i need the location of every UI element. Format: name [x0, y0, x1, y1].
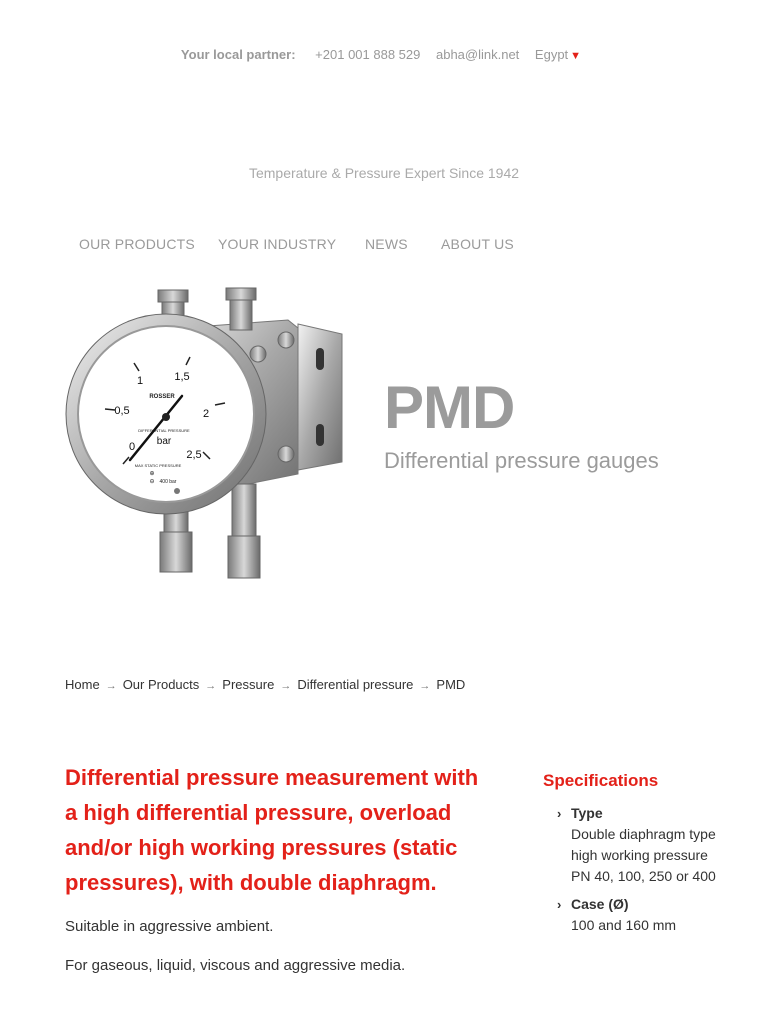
spec-name: Case (Ø) [571, 896, 629, 912]
local-partner-label: Your local partner: [180, 47, 296, 62]
headline-line: pressures), with double diaphragm. [65, 870, 437, 895]
partner-email-link[interactable]: abha@link.net [435, 47, 520, 62]
description-paragraph: For gaseous, liquid, viscous and aggressive media. [65, 957, 406, 974]
gauge-tick-label: 0 [128, 441, 136, 453]
headline-line: and/or high working pressures (static [65, 835, 458, 860]
product-title: PMD [384, 374, 515, 441]
gauge-static-value: 400 bar [159, 479, 177, 485]
local-partner-bar [0, 47, 768, 62]
product-headline [65, 760, 520, 900]
gauge-brand: ROSSER [149, 394, 175, 400]
spec-item-case [557, 894, 727, 936]
headline-line: a high differential pressure, overload [65, 800, 452, 825]
partner-phone-link[interactable]: +201 001 888 529 [315, 47, 421, 62]
gauge-tick-label: 1,5 [174, 371, 190, 383]
gauge-tick-label: 1 [136, 375, 144, 387]
spec-item-type [557, 803, 727, 887]
specifications-list [557, 803, 727, 943]
gauge-caption: DIFFERENTIAL PRESSURE [138, 428, 190, 433]
gauge-minus-sign: ⊖ [149, 479, 155, 485]
breadcrumb-home[interactable]: Home [65, 677, 100, 692]
main-nav [0, 236, 768, 256]
nav-your-industry[interactable]: YOUR INDUSTRY [218, 236, 337, 252]
spec-name: Type [571, 805, 603, 821]
gauge-tick-label: 2 [202, 408, 210, 420]
nav-about-us[interactable]: ABOUT US [441, 236, 514, 252]
gauge-tick-label: 2,5 [186, 449, 202, 461]
chevron-right-icon: › [557, 897, 562, 912]
site-tagline: Temperature & Pressure Expert Since 1942 [248, 165, 520, 181]
caret-down-icon: ▼ [570, 50, 582, 62]
specifications-title: Specifications [543, 771, 659, 790]
nav-news[interactable]: NEWS [365, 236, 408, 252]
breadcrumb-current: PMD [436, 677, 466, 692]
headline-line: Differential pressure measurement with [65, 765, 479, 790]
breadcrumb-separator: → [205, 680, 217, 692]
breadcrumb-separator: → [280, 680, 292, 692]
gauge-unit: bar [156, 436, 172, 447]
spec-value: 100 and 160 mm [571, 917, 677, 933]
description-paragraph: Suitable in aggressive ambient. [65, 918, 274, 935]
nav-our-products[interactable]: OUR PRODUCTS [79, 236, 195, 252]
breadcrumb-separator: → [419, 680, 431, 692]
product-subtitle: Differential pressure gauges [384, 448, 659, 473]
country-selector[interactable] [535, 47, 581, 62]
spec-value: Double diaphragm type high working pressure PN 40, 100, 250 or 400 [571, 826, 716, 884]
breadcrumb-pressure[interactable]: Pressure [222, 677, 275, 692]
breadcrumb-separator: → [105, 680, 117, 692]
country-label: Egypt [534, 47, 569, 62]
gauge-plus-sign: ⊕ [149, 471, 155, 477]
breadcrumb-differential-pressure[interactable]: Differential pressure [297, 677, 414, 692]
gauge-tick-label: 0,5 [114, 405, 130, 417]
breadcrumb-our-products[interactable]: Our Products [122, 677, 200, 692]
chevron-right-icon: › [557, 806, 562, 821]
gauge-static-label: MAX STATIC PRESSURE [134, 463, 182, 468]
breadcrumb [65, 677, 465, 692]
product-gauge-image [60, 284, 360, 584]
